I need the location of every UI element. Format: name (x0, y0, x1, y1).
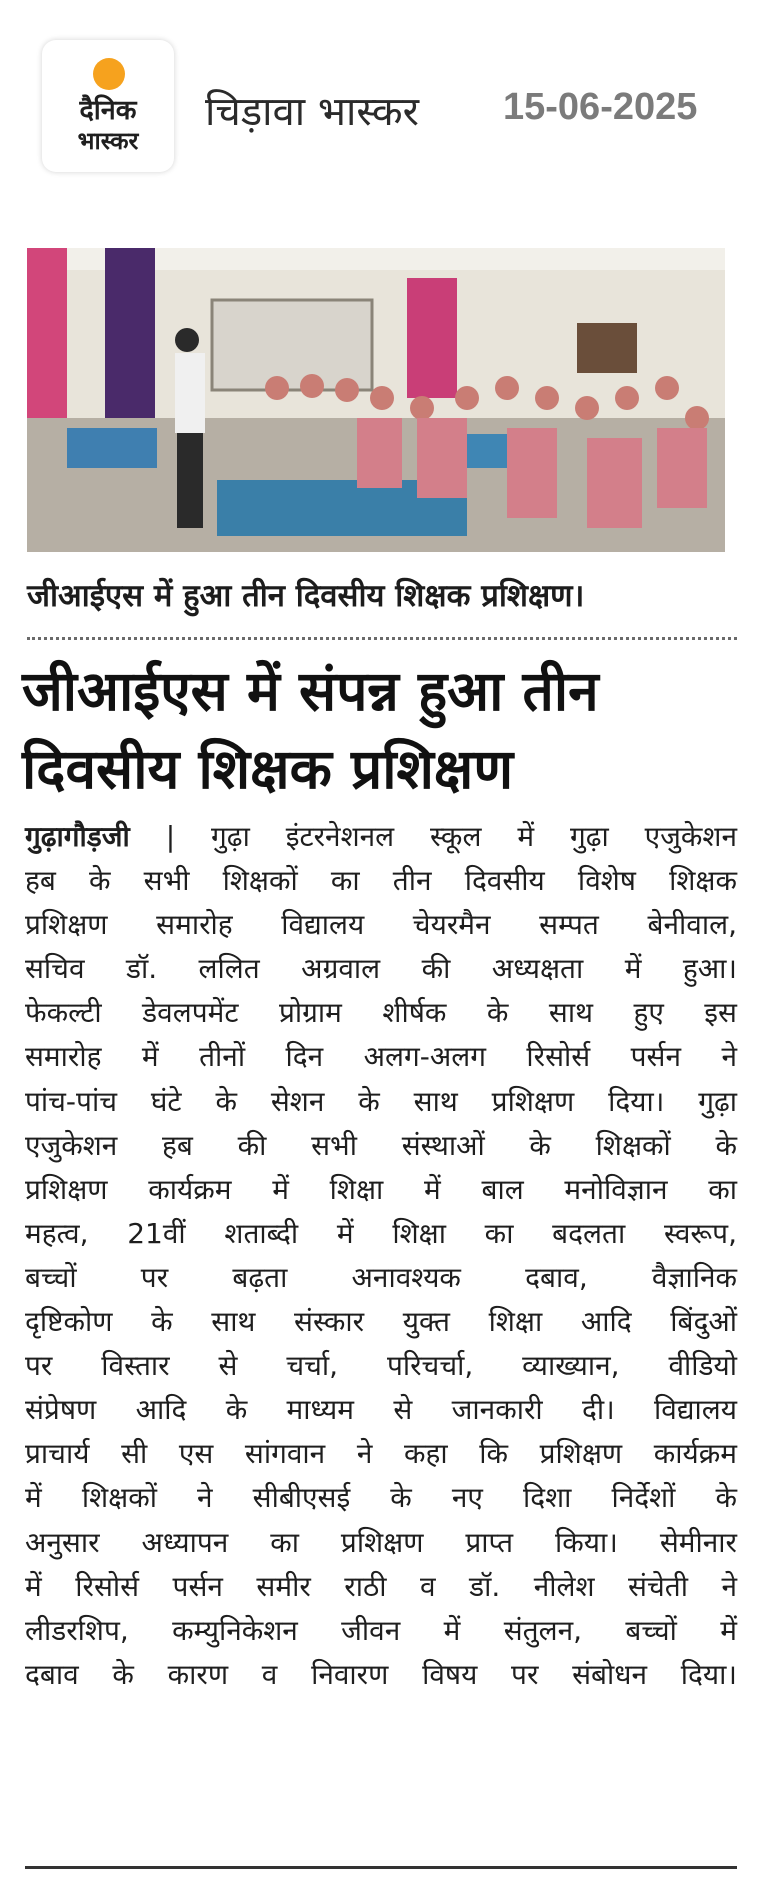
body-line: फेकल्टी डेवलपमेंट प्रोग्राम शीर्षक के साथ हुए इस (25, 996, 737, 1030)
dotted-divider (27, 637, 737, 640)
edition-name: चिड़ावा भास्कर (205, 89, 419, 135)
body-line: सचिव डॉ. ललित अग्रवाल की अध्यक्षता में हुआ। (25, 952, 737, 986)
body-line: एजुकेशन हब की सभी संस्थाओं के शिक्षकों के (25, 1128, 737, 1162)
body-line: पांच-पांच घंटे के सेशन के साथ प्रशिक्षण दिया। गुढ़ा (25, 1084, 737, 1118)
body-line: में शिक्षकों ने सीबीएसई के नए दिशा निर्देशों के (25, 1481, 737, 1515)
body-line: प्रशिक्षण समारोह विद्यालय चेयरमैन सम्पत बेनीवाल, (25, 908, 737, 942)
logo-text-line1: दैनिक (79, 95, 137, 126)
article-body (25, 815, 737, 1697)
body-line: दबाव के कारण व निवारण विषय पर संबोधन दिया। (25, 1657, 737, 1691)
headline (22, 652, 742, 808)
photo-caption: जीआईएस में हुआ तीन दिवसीय शिक्षक प्रशिक्षण। (27, 578, 585, 614)
bottom-divider (25, 1866, 737, 1869)
body-line-text: | गुढ़ा इंटरनेशनल स्कूल में गुढ़ा एजुकेशन (129, 820, 737, 853)
body-line: हब के सभी शिक्षकों का तीन दिवसीय विशेष शिक्षक (25, 864, 737, 898)
body-line: प्रशिक्षण कार्यक्रम में शिक्षा में बाल मनोविज्ञान का (25, 1172, 737, 1206)
body-line: महत्व, 21वीं शताब्दी में शिक्षा का बदलता स्वरूप, (25, 1216, 737, 1250)
body-line: समारोह में तीनों दिन अलग-अलग रिसोर्स पर्सन ने (25, 1040, 737, 1074)
dainik-bhaskar-logo (42, 40, 174, 172)
body-line: दृष्टिकोण के साथ संस्कार युक्त शिक्षा आदि बिंदुओं (25, 1305, 737, 1339)
headline-line: दिवसीय शिक्षक प्रशिक्षण (22, 737, 514, 801)
body-line: अनुसार अध्यापन का प्रशिक्षण प्राप्त किया। सेमीनार (25, 1525, 737, 1559)
body-line: प्राचार्य सी एस सांगवान ने कहा कि प्रशिक्षण कार्यक्रम (25, 1437, 737, 1471)
article-header (0, 0, 762, 200)
body-line: बच्चों पर बढ़ता अनावश्यक दबाव, वैज्ञानिक (25, 1260, 737, 1294)
headline-line: जीआईएस में संपन्न हुआ तीन (22, 659, 599, 723)
body-line: पर विस्तार से चर्चा, परिचर्चा, व्याख्यान, वीडियो (25, 1349, 737, 1383)
body-line: में रिसोर्स पर्सन समीर राठी व डॉ. नीलेश संचेती ने (25, 1569, 737, 1603)
body-line: लीडरशिप, कम्युनिकेशन जीवन में संतुलन, बच्चों में (25, 1613, 737, 1647)
body-line (25, 815, 737, 859)
body-line: संप्रेषण आदि के माध्यम से जानकारी दी। विद्यालय (25, 1393, 737, 1427)
article-photo (27, 248, 725, 552)
publication-date: 15-06-2025 (503, 86, 698, 128)
dateline: गुढ़ागौड़जी (25, 820, 130, 853)
logo-text-line2: भास्कर (77, 127, 139, 155)
sun-icon (93, 58, 125, 90)
